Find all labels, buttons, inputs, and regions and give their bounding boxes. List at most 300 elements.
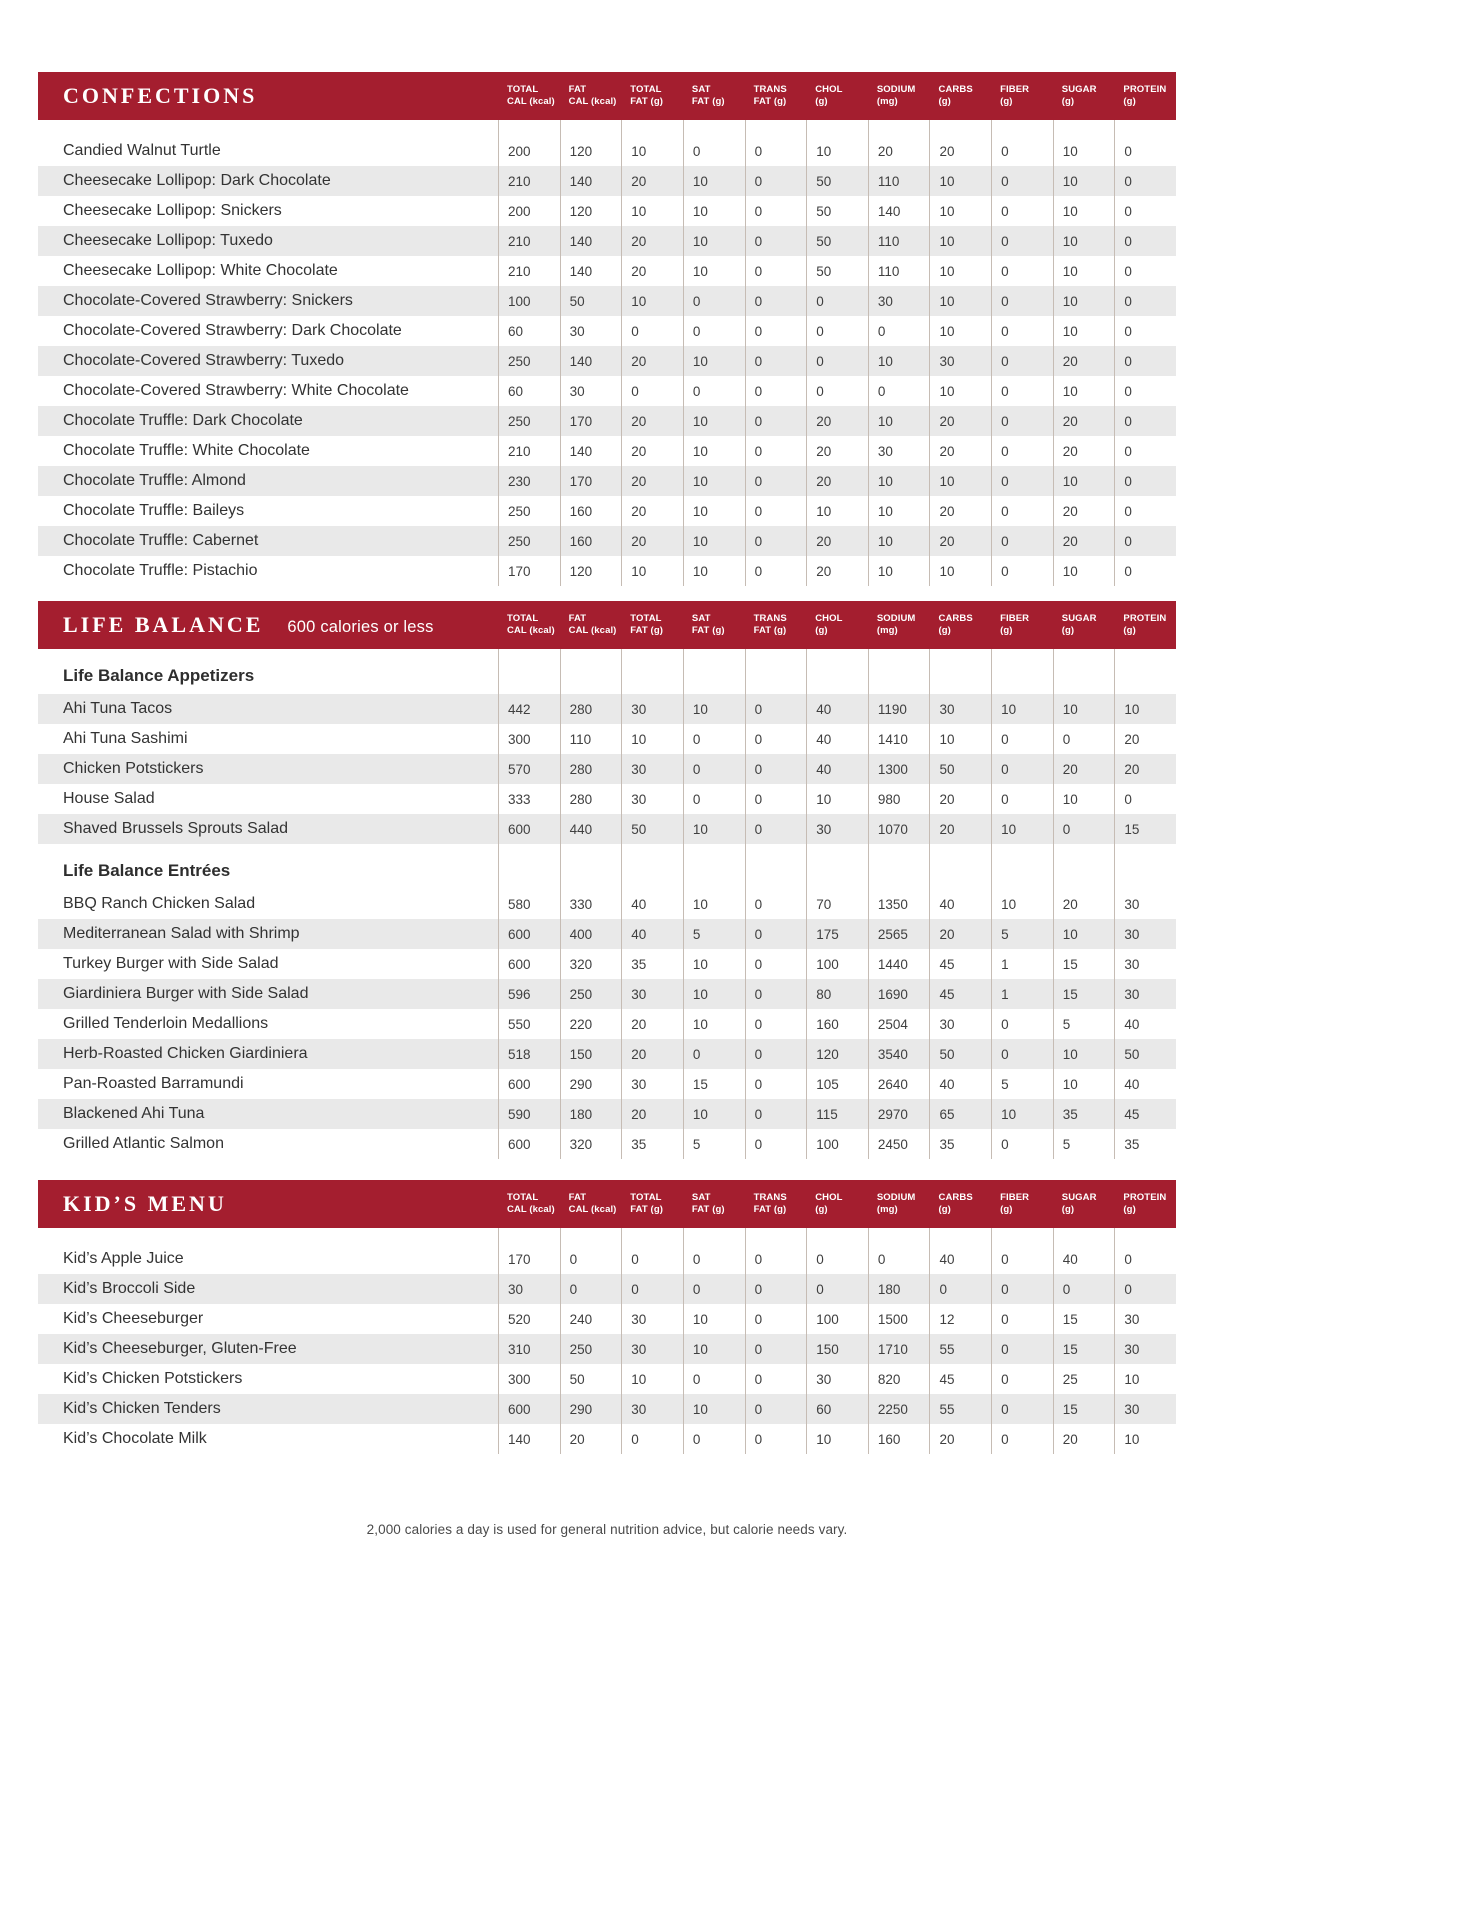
nutrition-value: 20: [621, 526, 683, 556]
nutrition-value: 140: [560, 226, 622, 256]
nutrition-value: 10: [1053, 196, 1115, 226]
column-header-label: FAT: [568, 1191, 587, 1203]
nutrition-value: 0: [621, 1274, 683, 1304]
nutrition-value: 10: [1053, 919, 1115, 949]
nutrition-value: 10: [1114, 1364, 1176, 1394]
column-header: [560, 613, 622, 638]
nutrition-value: 1: [991, 949, 1053, 979]
item-name: Herb-Roasted Chicken Giardiniera: [63, 1045, 308, 1062]
nutrition-value: 20: [1053, 754, 1115, 784]
table-row: [38, 1244, 1176, 1274]
column-header: [1053, 84, 1115, 109]
nutrition-value: 580: [498, 889, 560, 919]
column-header: [991, 84, 1053, 109]
nutrition-value: 80: [806, 979, 868, 1009]
nutrition-value: 10: [683, 1394, 745, 1424]
nutrition-value: 35: [1114, 1129, 1176, 1159]
nutrition-value: 0: [745, 256, 807, 286]
nutrition-value: 820: [868, 1364, 930, 1394]
nutrition-value: 442: [498, 694, 560, 724]
item-name: Giardiniera Burger with Side Salad: [63, 985, 309, 1002]
nutrition-value: 50: [806, 256, 868, 286]
nutrition-value: 250: [560, 979, 622, 1009]
nutrition-value: 310: [498, 1334, 560, 1364]
nutrition-value: 2565: [868, 919, 930, 949]
nutrition-value: [806, 844, 868, 889]
nutrition-value: [806, 120, 868, 136]
item-name: Grilled Atlantic Salmon: [63, 1135, 224, 1152]
nutrition-value: 40: [621, 919, 683, 949]
nutrition-value: 20: [1053, 436, 1115, 466]
nutrition-value: 2970: [868, 1099, 930, 1129]
column-header-label: TOTAL: [630, 1191, 662, 1203]
nutrition-value: 10: [1053, 376, 1115, 406]
nutrition-value: 0: [991, 436, 1053, 466]
section-header-bar: [38, 601, 1176, 649]
nutrition-value: 0: [745, 754, 807, 784]
nutrition-value: 160: [806, 1009, 868, 1039]
nutrition-value: 0: [991, 1394, 1053, 1424]
nutrition-value: 0: [1114, 316, 1176, 346]
nutrition-value: 10: [868, 406, 930, 436]
nutrition-value: 0: [991, 754, 1053, 784]
column-header-label: TRANS: [753, 612, 787, 624]
nutrition-value: 30: [1114, 1304, 1176, 1334]
nutrition-value: 5: [991, 919, 1053, 949]
table-row: [38, 316, 1176, 346]
nutrition-value: 0: [991, 286, 1053, 316]
section-kids-menu: [38, 1180, 1176, 1454]
nutrition-value: 10: [683, 526, 745, 556]
nutrition-value: 0: [1114, 376, 1176, 406]
nutrition-value: 100: [806, 1304, 868, 1334]
column-header: [929, 613, 991, 638]
nutrition-value: [621, 120, 683, 136]
table-row: [38, 286, 1176, 316]
nutrition-value: 590: [498, 1099, 560, 1129]
nutrition-value: 0: [683, 1274, 745, 1304]
table-row: [38, 784, 1176, 814]
nutrition-value: [868, 1228, 930, 1244]
nutrition-value: [560, 1228, 622, 1244]
column-header: [806, 613, 868, 638]
item-name: Kid’s Cheeseburger: [63, 1310, 204, 1327]
nutrition-value: 10: [1053, 136, 1115, 166]
nutrition-value: 10: [1053, 316, 1115, 346]
item-name: Cheesecake Lollipop: Snickers: [63, 202, 282, 219]
nutrition-value: 10: [683, 694, 745, 724]
table-row: [38, 526, 1176, 556]
column-header: [560, 1192, 622, 1217]
nutrition-value: 0: [806, 316, 868, 346]
nutrition-value: 0: [745, 1274, 807, 1304]
nutrition-value: 15: [1053, 979, 1115, 1009]
item-name: Kid’s Chicken Potstickers: [63, 1370, 243, 1387]
nutrition-value: 100: [498, 286, 560, 316]
nutrition-value: 0: [745, 1069, 807, 1099]
item-name: Mediterranean Salad with Shrimp: [63, 925, 300, 942]
nutrition-value: 0: [745, 1424, 807, 1454]
nutrition-value: 333: [498, 784, 560, 814]
nutrition-value: 120: [560, 196, 622, 226]
nutrition-value: [560, 649, 622, 694]
column-header: [868, 1192, 930, 1217]
nutrition-value: 10: [806, 496, 868, 526]
nutrition-value: 0: [745, 526, 807, 556]
nutrition-value: 30: [1114, 979, 1176, 1009]
column-header-label: TRANS: [753, 83, 787, 95]
nutrition-value: [991, 120, 1053, 136]
item-name: Kid’s Apple Juice: [63, 1250, 184, 1267]
nutrition-value: 2450: [868, 1129, 930, 1159]
nutrition-value: 30: [560, 316, 622, 346]
nutrition-value: [868, 649, 930, 694]
nutrition-value: [745, 844, 807, 889]
nutrition-value: 20: [621, 436, 683, 466]
nutrition-value: 30: [621, 1304, 683, 1334]
nutrition-value: 5: [1053, 1009, 1115, 1039]
column-header: [745, 84, 807, 109]
column-header-label: SAT: [691, 1191, 711, 1203]
nutrition-value: 50: [929, 754, 991, 784]
nutrition-value: 0: [745, 1334, 807, 1364]
nutrition-value: [1053, 120, 1115, 136]
table-row: [38, 1009, 1176, 1039]
nutrition-value: 30: [1114, 919, 1176, 949]
nutrition-value: 0: [1114, 346, 1176, 376]
column-header: [929, 84, 991, 109]
nutrition-value: 45: [929, 979, 991, 1009]
nutrition-value: 1070: [868, 814, 930, 844]
nutrition-value: 10: [1053, 784, 1115, 814]
nutrition-value: 30: [621, 784, 683, 814]
column-header: [929, 1192, 991, 1217]
nutrition-value: 50: [929, 1039, 991, 1069]
nutrition-value: [868, 844, 930, 889]
nutrition-value: 30: [929, 694, 991, 724]
group-subheader-row: [38, 844, 1176, 889]
nutrition-value: 0: [621, 1244, 683, 1274]
nutrition-value: 150: [560, 1039, 622, 1069]
nutrition-value: 35: [621, 949, 683, 979]
nutrition-value: 10: [621, 724, 683, 754]
nutrition-value: 180: [560, 1099, 622, 1129]
nutrition-value: 180: [868, 1274, 930, 1304]
nutrition-value: 20: [621, 166, 683, 196]
column-header-unit: (g): [938, 1204, 951, 1215]
column-header-unit: FAT (g): [630, 625, 663, 636]
nutrition-value: [621, 844, 683, 889]
nutrition-value: 0: [1053, 814, 1115, 844]
nutrition-value: 518: [498, 1039, 560, 1069]
nutrition-value: 0: [868, 316, 930, 346]
item-name: Chocolate Truffle: Dark Chocolate: [63, 412, 303, 429]
nutrition-value: 0: [560, 1274, 622, 1304]
column-header: [683, 84, 745, 109]
nutrition-value: 0: [806, 346, 868, 376]
column-header: [560, 84, 622, 109]
nutrition-value: 40: [929, 1244, 991, 1274]
nutrition-value: 40: [621, 889, 683, 919]
column-header-unit: (g): [938, 96, 951, 107]
nutrition-value: 50: [806, 196, 868, 226]
nutrition-value: 0: [745, 814, 807, 844]
table-row: [38, 136, 1176, 166]
nutrition-value: 0: [745, 496, 807, 526]
column-header-unit: (g): [815, 625, 828, 636]
nutrition-value: 1190: [868, 694, 930, 724]
nutrition-value: 160: [560, 526, 622, 556]
nutrition-value: 0: [745, 1099, 807, 1129]
nutrition-value: 20: [806, 556, 868, 586]
table-row: [38, 1394, 1176, 1424]
column-header-label: SODIUM: [876, 612, 916, 624]
nutrition-value: 0: [745, 226, 807, 256]
column-header: [806, 84, 868, 109]
nutrition-value: 15: [1114, 814, 1176, 844]
nutrition-value: 1710: [868, 1334, 930, 1364]
column-header-unit: CAL (kcal): [507, 625, 555, 636]
item-name: Chocolate Truffle: Cabernet: [63, 532, 259, 549]
nutrition-value: 20: [929, 784, 991, 814]
nutrition-value: 0: [991, 346, 1053, 376]
nutrition-value: 40: [1114, 1009, 1176, 1039]
nutrition-value: [929, 120, 991, 136]
column-header: [991, 613, 1053, 638]
column-header-unit: (g): [1123, 1204, 1136, 1215]
table-row: [38, 256, 1176, 286]
nutrition-value: 1690: [868, 979, 930, 1009]
item-name: Chocolate-Covered Strawberry: White Chocolate: [63, 382, 409, 399]
nutrition-value: 20: [621, 496, 683, 526]
nutrition-value: 10: [683, 166, 745, 196]
nutrition-value: 10: [929, 466, 991, 496]
nutrition-value: 0: [991, 784, 1053, 814]
nutrition-value: 0: [745, 466, 807, 496]
nutrition-value: 10: [929, 724, 991, 754]
nutrition-value: 20: [929, 526, 991, 556]
nutrition-value: 280: [560, 754, 622, 784]
nutrition-value: 30: [929, 346, 991, 376]
group-label: Life Balance Appetizers: [63, 666, 255, 685]
nutrition-value: 30: [1114, 1334, 1176, 1364]
nutrition-value: 30: [868, 286, 930, 316]
nutrition-value: 280: [560, 784, 622, 814]
column-header-label: TRANS: [753, 1191, 787, 1203]
nutrition-value: 0: [683, 316, 745, 346]
column-header-unit: (g): [1061, 1204, 1075, 1215]
nutrition-value: 50: [806, 226, 868, 256]
nutrition-value: 300: [498, 1364, 560, 1394]
nutrition-value: 10: [1053, 466, 1115, 496]
nutrition-value: 30: [929, 1009, 991, 1039]
table-row: [38, 814, 1176, 844]
nutrition-value: 45: [929, 949, 991, 979]
nutrition-value: 2640: [868, 1069, 930, 1099]
nutrition-value: 10: [868, 496, 930, 526]
nutrition-value: 280: [560, 694, 622, 724]
nutrition-value: 0: [621, 1424, 683, 1454]
item-name: Kid’s Chicken Tenders: [63, 1400, 221, 1417]
nutrition-value: 550: [498, 1009, 560, 1039]
nutrition-value: 10: [1053, 1069, 1115, 1099]
column-header: [498, 84, 560, 109]
nutrition-value: 600: [498, 919, 560, 949]
nutrition-value: 250: [498, 496, 560, 526]
nutrition-value: 0: [683, 1424, 745, 1454]
nutrition-value: 120: [806, 1039, 868, 1069]
column-header-unit: (g): [815, 96, 828, 107]
nutrition-value: 290: [560, 1394, 622, 1424]
nutrition-value: 40: [929, 1069, 991, 1099]
nutrition-value: 30: [621, 754, 683, 784]
nutrition-value: 10: [1053, 694, 1115, 724]
item-name: Ahi Tuna Sashimi: [63, 730, 188, 747]
column-header-unit: CAL (kcal): [568, 625, 617, 636]
nutrition-value: [498, 649, 560, 694]
item-name: Pan-Roasted Barramundi: [63, 1075, 244, 1092]
nutrition-value: 0: [991, 1304, 1053, 1334]
nutrition-value: 0: [1114, 436, 1176, 466]
item-name: [38, 120, 498, 136]
nutrition-value: 0: [745, 406, 807, 436]
nutrition-value: 60: [498, 316, 560, 346]
table-row: [38, 556, 1176, 586]
nutrition-value: 0: [1114, 1244, 1176, 1274]
nutrition-value: 20: [1114, 754, 1176, 784]
nutrition-value: 10: [683, 436, 745, 466]
nutrition-value: 20: [868, 136, 930, 166]
nutrition-value: 290: [560, 1069, 622, 1099]
table-row: [38, 166, 1176, 196]
nutrition-value: 0: [991, 496, 1053, 526]
column-header-label: FIBER: [1000, 1191, 1030, 1203]
spacer-row: [38, 120, 1176, 136]
nutrition-value: 0: [991, 1244, 1053, 1274]
table-row: [38, 226, 1176, 256]
item-name: Candied Walnut Turtle: [63, 142, 221, 159]
nutrition-value: 20: [621, 256, 683, 286]
column-header: [683, 1192, 745, 1217]
nutrition-value: 20: [1053, 346, 1115, 376]
nutrition-value: [560, 844, 622, 889]
nutrition-value: 5: [683, 1129, 745, 1159]
nutrition-value: 596: [498, 979, 560, 1009]
nutrition-value: 15: [1053, 1304, 1115, 1334]
nutrition-value: 5: [991, 1069, 1053, 1099]
nutrition-value: 0: [991, 1039, 1053, 1069]
nutrition-value: 2504: [868, 1009, 930, 1039]
nutrition-value: 40: [1053, 1244, 1115, 1274]
table-row: [38, 1274, 1176, 1304]
nutrition-value: 10: [868, 346, 930, 376]
nutrition-value: 100: [806, 1129, 868, 1159]
nutrition-value: 10: [991, 694, 1053, 724]
nutrition-value: [745, 1228, 807, 1244]
nutrition-value: 0: [745, 949, 807, 979]
nutrition-value: 10: [683, 949, 745, 979]
column-header-label: CHOL: [815, 1191, 843, 1203]
nutrition-value: 20: [806, 406, 868, 436]
nutrition-value: 0: [991, 526, 1053, 556]
column-header-label: SODIUM: [876, 83, 916, 95]
nutrition-value: 0: [745, 1304, 807, 1334]
column-header: [1053, 1192, 1115, 1217]
table-row: [38, 1069, 1176, 1099]
nutrition-value: 60: [806, 1394, 868, 1424]
nutrition-value: 0: [991, 316, 1053, 346]
nutrition-value: 30: [621, 694, 683, 724]
nutrition-value: 600: [498, 949, 560, 979]
nutrition-value: 0: [868, 1244, 930, 1274]
nutrition-value: 10: [929, 556, 991, 586]
nutrition-value: 10: [683, 346, 745, 376]
nutrition-value: 120: [560, 136, 622, 166]
nutrition-value: 20: [929, 1424, 991, 1454]
column-header-unit: (g): [1061, 96, 1075, 107]
nutrition-value: 115: [806, 1099, 868, 1129]
item-name: Cheesecake Lollipop: White Chocolate: [63, 262, 338, 279]
nutrition-value: 20: [929, 814, 991, 844]
nutrition-value: 175: [806, 919, 868, 949]
nutrition-value: 0: [991, 1424, 1053, 1454]
item-name: Blackened Ahi Tuna: [63, 1105, 205, 1122]
item-name: Shaved Brussels Sprouts Salad: [63, 820, 289, 837]
nutrition-value: [683, 120, 745, 136]
nutrition-value: 20: [1053, 889, 1115, 919]
nutrition-value: 0: [1114, 226, 1176, 256]
nutrition-value: 0: [683, 1364, 745, 1394]
nutrition-value: 0: [745, 1129, 807, 1159]
nutrition-value: 0: [806, 1274, 868, 1304]
column-header: [1114, 1192, 1176, 1217]
nutrition-value: 600: [498, 1394, 560, 1424]
nutrition-value: 10: [683, 196, 745, 226]
nutrition-value: 40: [929, 889, 991, 919]
column-header: [868, 84, 930, 109]
section-rows: [38, 649, 1176, 1159]
nutrition-value: 30: [621, 979, 683, 1009]
table-row: [38, 1129, 1176, 1159]
nutrition-value: 170: [560, 406, 622, 436]
nutrition-value: 520: [498, 1304, 560, 1334]
nutrition-value: 20: [1053, 496, 1115, 526]
column-header-label: FAT: [568, 83, 587, 95]
nutrition-value: 0: [1114, 406, 1176, 436]
column-header-unit: (g): [1123, 96, 1136, 107]
footer-disclaimer: 2,000 calories a day is used for general nutrition advice, but calorie needs vary.: [366, 1522, 848, 1537]
nutrition-value: 0: [991, 256, 1053, 286]
nutrition-value: 10: [991, 889, 1053, 919]
nutrition-value: 3540: [868, 1039, 930, 1069]
nutrition-value: 320: [560, 949, 622, 979]
nutrition-value: 30: [806, 814, 868, 844]
item-name: Grilled Tenderloin Medallions: [63, 1015, 269, 1032]
nutrition-value: 20: [929, 406, 991, 436]
table-row: [38, 1099, 1176, 1129]
nutrition-value: 0: [745, 889, 807, 919]
nutrition-value: 15: [1053, 949, 1115, 979]
item-name: Chocolate Truffle: White Chocolate: [63, 442, 310, 459]
item-name: BBQ Ranch Chicken Salad: [63, 895, 256, 912]
column-header-label: PROTEIN: [1123, 612, 1167, 624]
nutrition-value: 10: [929, 286, 991, 316]
nutrition-value: 65: [929, 1099, 991, 1129]
nutrition-value: 0: [683, 286, 745, 316]
nutrition-value: 250: [560, 1334, 622, 1364]
column-header-unit: CAL (kcal): [507, 96, 555, 107]
nutrition-value: 20: [929, 496, 991, 526]
